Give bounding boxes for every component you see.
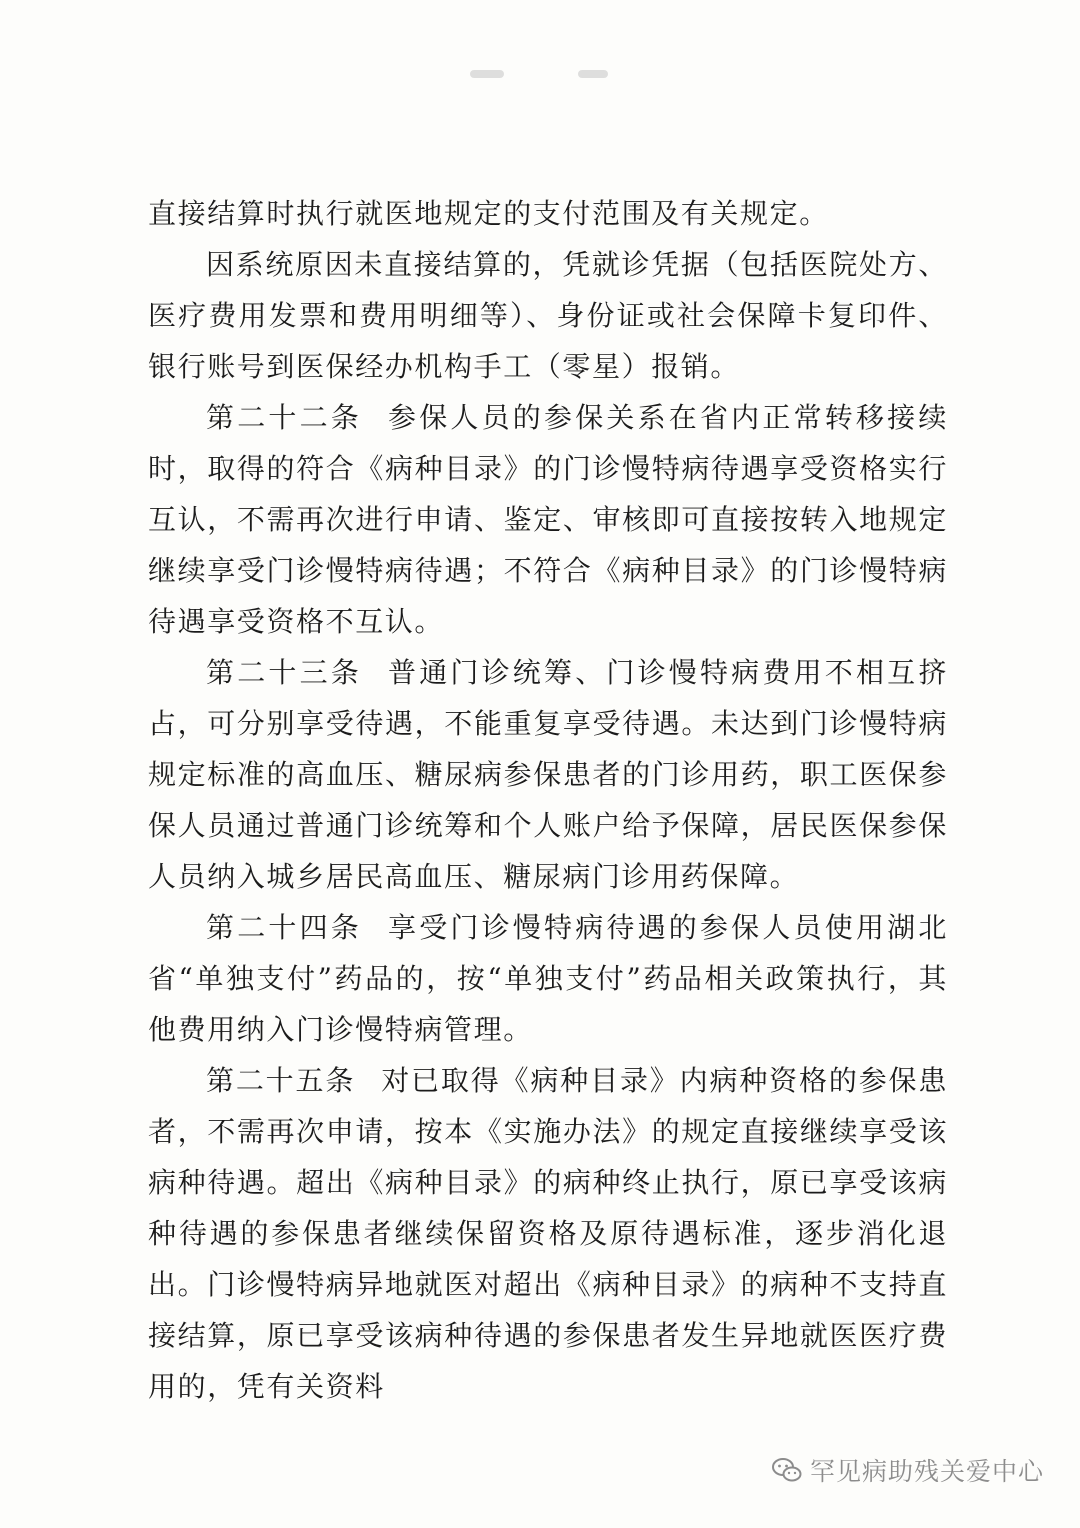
document-body — [148, 188, 948, 1412]
article-number: 第二十四条 — [206, 911, 362, 944]
paragraph-text: 普通门诊统筹、门诊慢特病费用不相互挤占，可分别享受待遇，不能重复享受待遇。未达到门诊慢特病规定标准的高血压、糖尿病参保患者的门诊用药，职工医保参保人员通过普通门诊统筹和个人账户给予保障，居民医保参保人员纳入城乡居民高血压、糖尿病门诊用药保障。 — [148, 656, 948, 893]
scan-artifact — [470, 70, 504, 78]
article-24 — [148, 902, 948, 1055]
article-number: 第二十五条 — [206, 1064, 356, 1097]
paragraph-text: 对已取得《病种目录》内病种资格的参保患者，不需再次申请，按本《实施办法》的规定直接继续享受该病种待遇。超出《病种目录》的病种终止执行，原已享受该病种待遇的参保患者继续保留资格及原待遇标准，逐步消化退出。门诊慢特病异地就医对超出《病种目录》的病种不支持直接结算，原已享受该病种待遇的参保患者发生异地就医医疗费用的，凭有关资料 — [148, 1064, 948, 1403]
paragraph-continuation — [148, 188, 948, 239]
watermark — [772, 1452, 1044, 1488]
paragraph — [148, 239, 948, 392]
article-25 — [148, 1055, 948, 1412]
article-number: 第二十二条 — [206, 401, 362, 434]
paragraph-text: 参保人员的参保关系在省内正常转移接续时，取得的符合《病种目录》的门诊慢特病待遇享受资格实行互认，不需再次进行申请、鉴定、审核即可直接按转入地规定继续享受门诊慢特病待遇；不符合《病种目录》的门诊慢特病待遇享受资格不互认。 — [148, 401, 948, 638]
article-number: 第二十三条 — [206, 656, 362, 689]
scan-artifact — [578, 70, 608, 78]
article-23 — [148, 647, 948, 902]
paragraph-text: 直接结算时执行就医地规定的支付范围及有关规定。 — [148, 197, 829, 230]
wechat-icon — [772, 1457, 802, 1483]
paragraph-text: 因系统原因未直接结算的，凭就诊凭据（包括医院处方、医疗费用发票和费用明细等）、身份证或社会保障卡复印件、银行账号到医保经办机构手工（零星）报销。 — [148, 248, 948, 383]
watermark-text: 罕见病助残关爱中心 — [809, 1457, 1044, 1486]
article-22 — [148, 392, 948, 647]
paragraph-text: 享受门诊慢特病待遇的参保人员使用湖北省“单独支付”药品的，按“单独支付”药品相关政策执行，其他费用纳入门诊慢特病管理。 — [148, 911, 948, 1046]
